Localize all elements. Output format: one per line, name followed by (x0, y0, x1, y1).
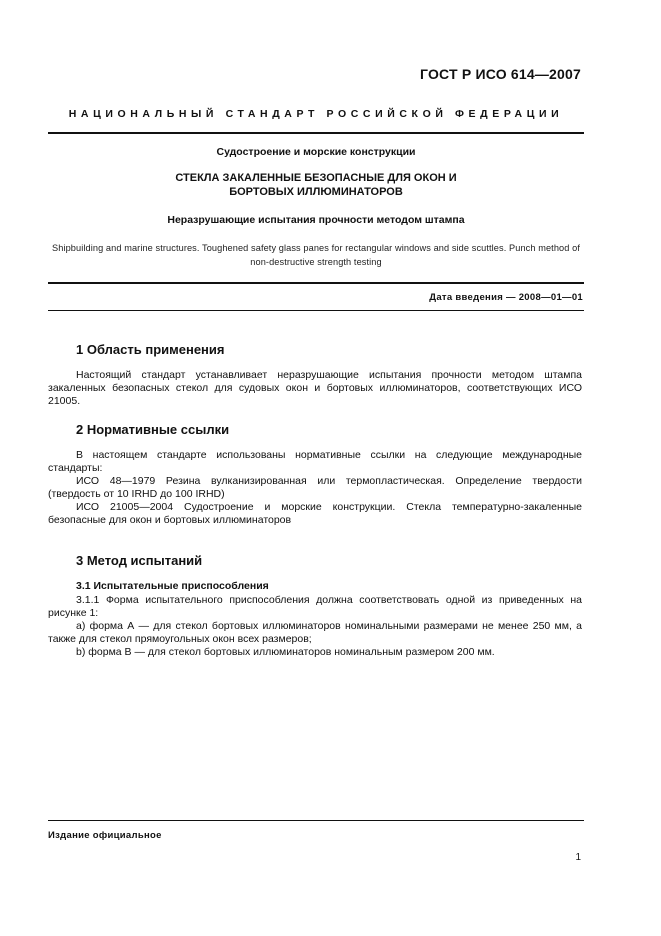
standard-title: СТЕКЛА ЗАКАЛЕННЫЕ БЕЗОПАСНЫЕ ДЛЯ ОКОН И БОРТОВЫХ ИЛЛЮМИНАТОРОВ (175, 172, 457, 198)
clause-3-1-1: 3.1.1 Форма испытательного приспособления должна соответствовать одной из приведенных на рисунке 1: (48, 594, 582, 619)
official-edition-note: Издание официальное (48, 830, 162, 841)
standard-subtitle: Неразрушающие испытания прочности методом штампа (167, 214, 465, 226)
standard-subject: Судостроение и морские конструкции (216, 146, 416, 158)
subsection-3-1-heading: 3.1 Испытательные приспособления (76, 580, 269, 592)
document-code: ГОСТ Р ИСО 614—2007 (420, 66, 581, 82)
section-2-paragraph: В настоящем стандарте использованы нормативные ссылки на следующие международные стандарты: (48, 449, 582, 474)
section-1-text (48, 369, 582, 408)
section-2-text (48, 449, 582, 527)
footer-divider (48, 820, 584, 821)
section-3-heading: 3 Метод испытаний (76, 553, 203, 568)
english-title: Shipbuilding and marine structures. Toughened safety glass panes for rectangular windows and side scuttles. Punch method of non-destructive strength testing (52, 243, 580, 267)
section-2-heading: 2 Нормативные ссылки (76, 422, 230, 437)
header-divider (48, 132, 584, 134)
date-divider (48, 310, 584, 311)
section-1-paragraph: Настоящий стандарт устанавливает неразрушающие испытания прочности методом штампа закаленных безопасных стекол для судовых окон и бортовых иллюминаторов, соответствующих ИСО 21005. (48, 369, 582, 407)
page-number: 1 (575, 852, 581, 863)
reference-iso-21005: ИСО 21005—2004 Судостроение и морские конструкции. Стекла температурно-закаленные безопасные для окон и бортовых иллюминаторов (48, 501, 582, 526)
title-divider (48, 282, 584, 284)
national-standard-banner: НАЦИОНАЛЬНЫЙ СТАНДАРТ РОССИЙСКОЙ ФЕДЕРАЦИИ (68, 108, 564, 120)
section-3-text (48, 594, 582, 659)
introduction-date: Дата введения — 2008—01—01 (429, 292, 583, 303)
list-item-b: b) форма В — для стекол бортовых иллюминаторов номинальным размером 200 мм. (76, 646, 495, 658)
section-1-heading: 1 Область применения (76, 342, 225, 357)
list-item-a: a) форма А — для стекол бортовых иллюминаторов номинальными размерами не менее 250 мм, а также для стекол прямоугольных окон всех размеров; (48, 620, 582, 645)
reference-iso-48: ИСО 48—1979 Резина вулканизированная или термопластическая. Определение твердости (твердость от 10 IRHD до 100 IRHD) (48, 475, 582, 500)
